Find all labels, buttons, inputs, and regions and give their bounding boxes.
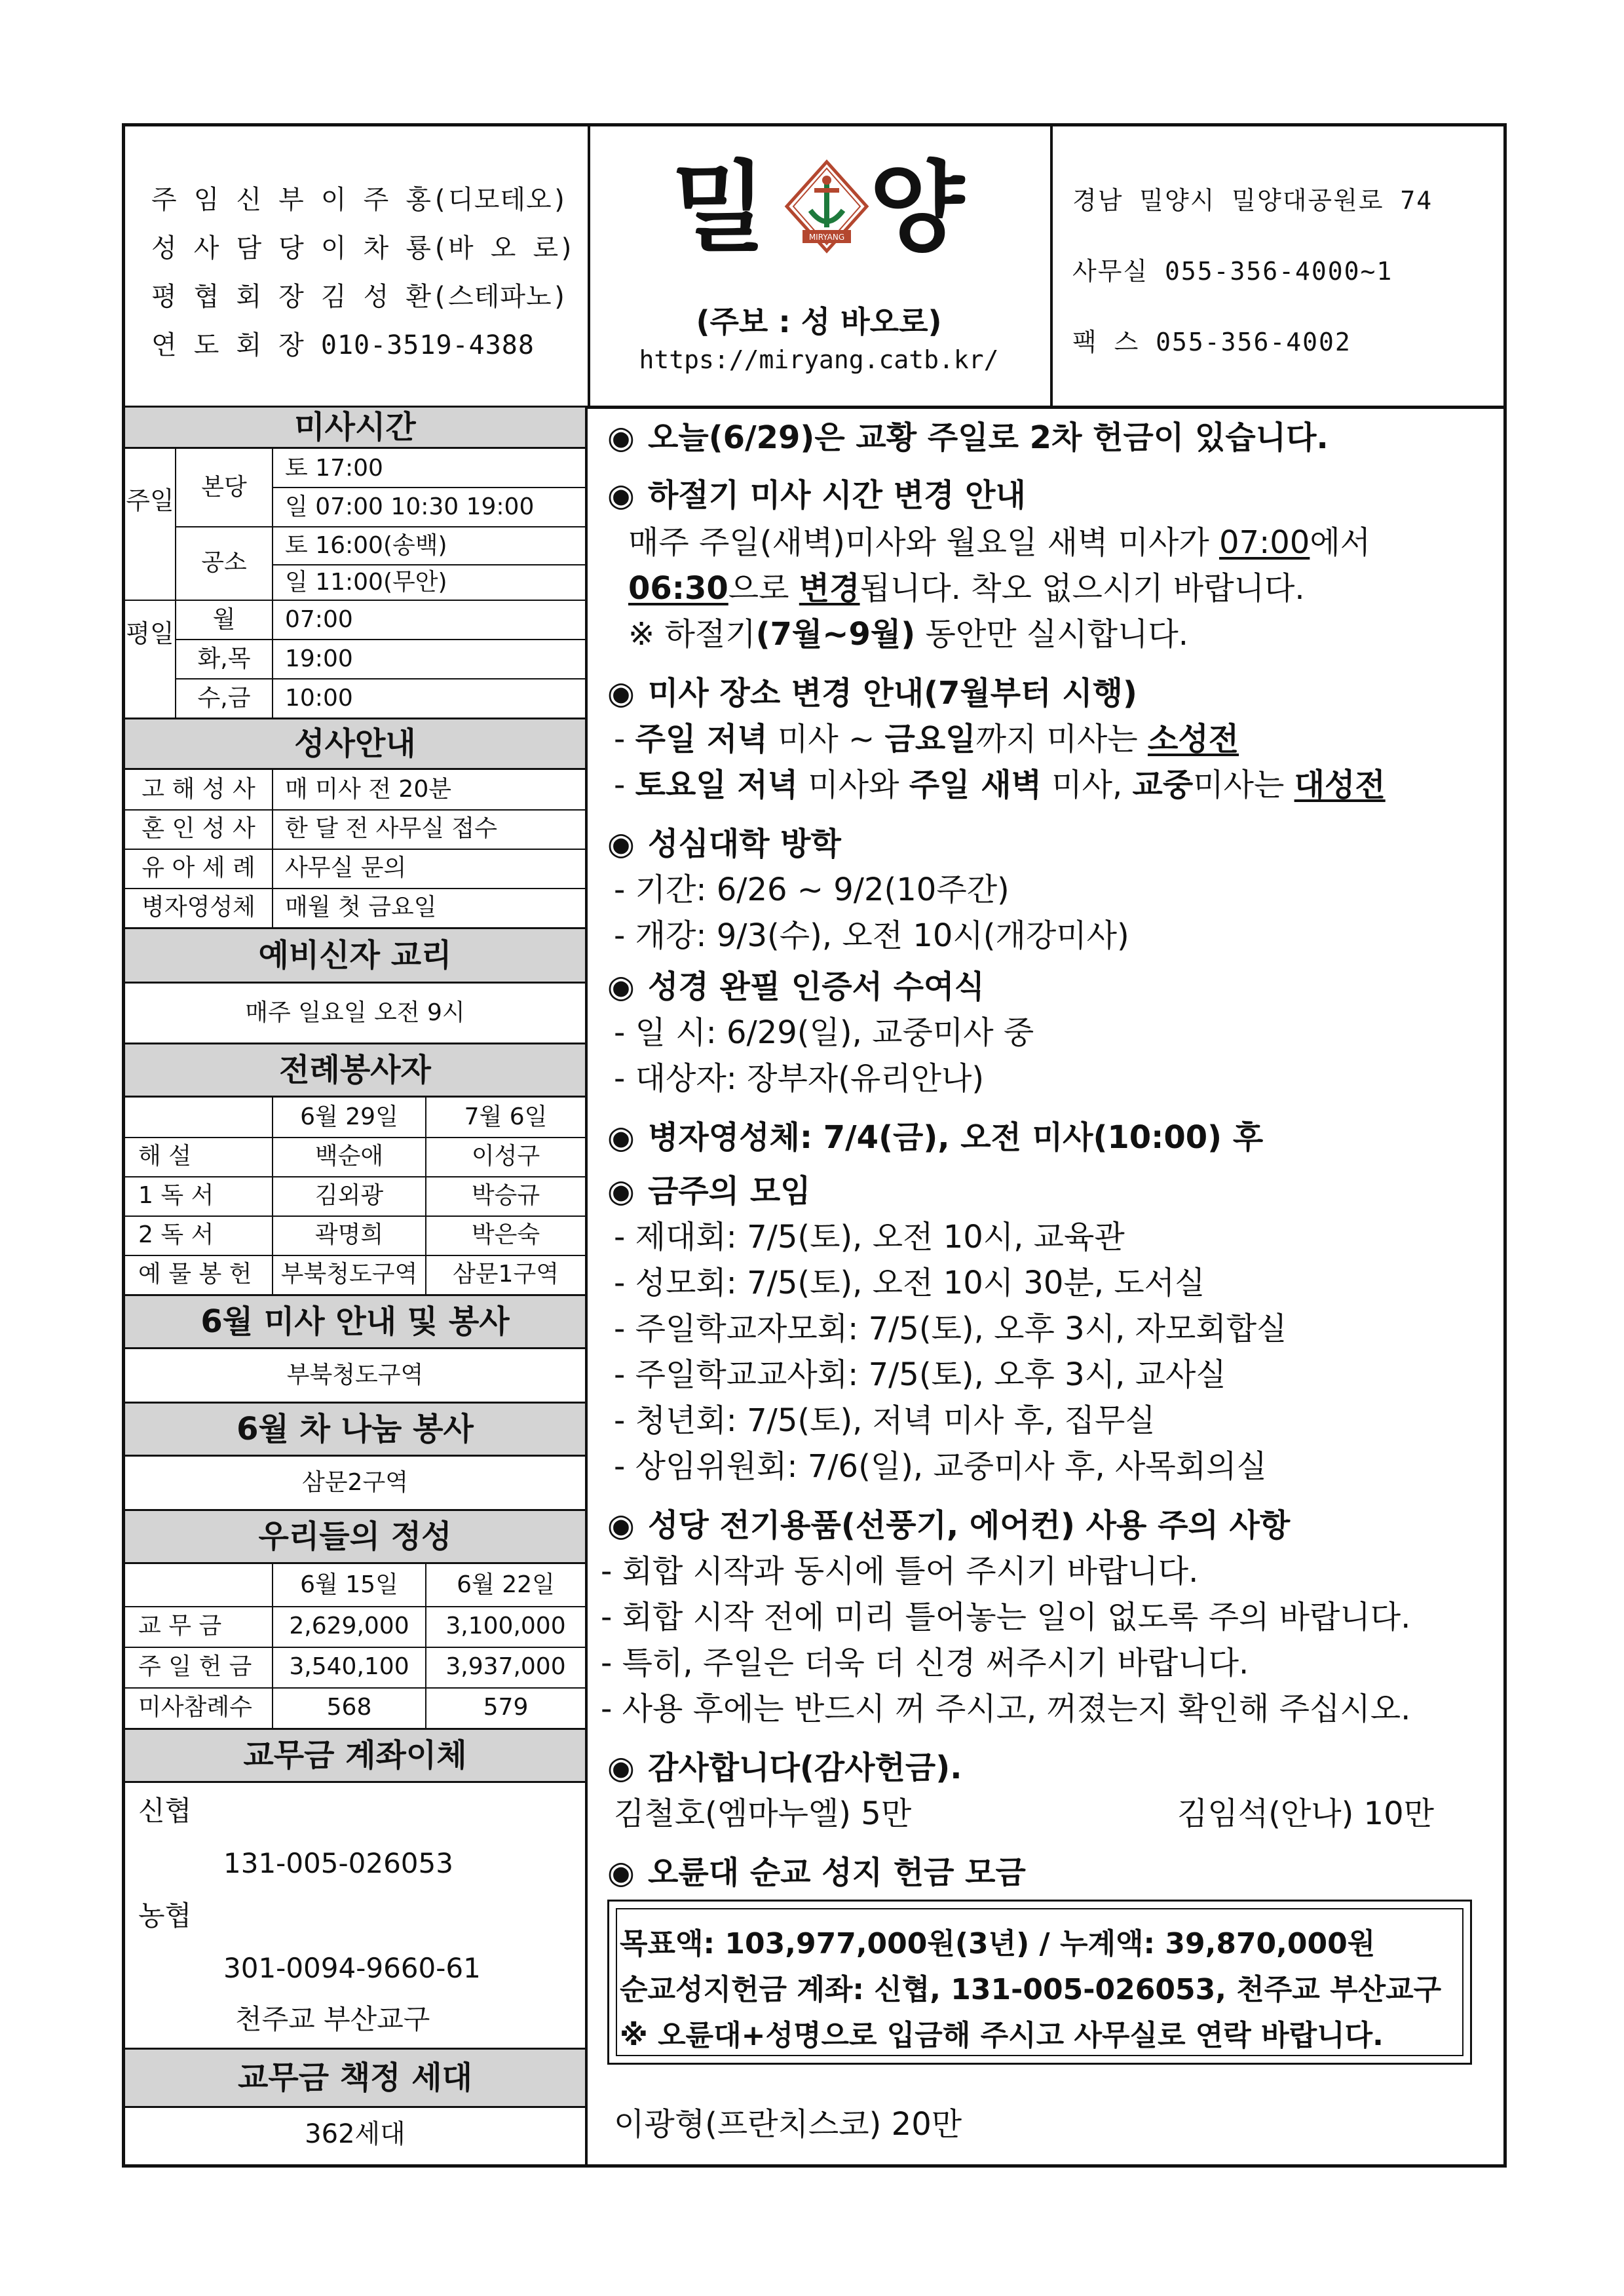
weekday-time: 19:00	[285, 645, 353, 672]
sacraments-title: 성사안내	[125, 718, 585, 770]
title-right: 양	[869, 151, 964, 265]
minister-role: 해 설	[138, 1143, 191, 1170]
meeting-line: - 청년회: 7/5(토), 저녁 미사 후, 집무실	[614, 1402, 1156, 1439]
meeting-line: - 주일학교교사회: 7/5(토), 오후 3시, 교사실	[614, 1356, 1226, 1393]
june-mass-value: 부북청도구역	[286, 1362, 424, 1388]
account-number: 301-0094-9660-61	[223, 1952, 481, 1984]
notice-weekly-meetings: ◉ 금주의 모임	[607, 1173, 811, 1210]
offering-amount: 2,629,000	[289, 1613, 409, 1639]
mass-location-line1: - 주일 저녁 미사 ~ 금요일까지 미사는 소성전	[614, 721, 1239, 757]
thanks-donor: 김철호(엠마누엘) 5만	[614, 1795, 912, 1832]
left-column	[125, 406, 588, 2168]
notice-summer-mass: ◉ 하절기 미사 시간 변경 안내	[607, 477, 1026, 514]
notice-oryundae: ◉ 오륜대 순교 성지 헌금 모금	[607, 1854, 1026, 1891]
caution-line: - 회합 시작 전에 미리 틀어놓는 일이 없도록 주의 바랍니다.	[601, 1599, 1411, 1636]
offerings-title: 우리들의 정성	[125, 1509, 585, 1564]
minister-name: 삼문1구역	[452, 1261, 559, 1288]
minister-role: 2 독 서	[138, 1221, 214, 1248]
offering-amount: 3,540,100	[289, 1653, 409, 1680]
bullet-icon: ◉	[607, 419, 635, 456]
title-left: 밀	[671, 151, 766, 265]
minister-date: 6월 29일	[300, 1103, 398, 1130]
minister-name: 이성구	[471, 1143, 540, 1170]
june-tea-title: 6월 차 나눔 봉사	[125, 1402, 585, 1457]
caution-line: - 회합 시작과 동시에 틀어 주시기 바랍니다.	[601, 1553, 1199, 1590]
weekday-day: 화,목	[197, 645, 251, 672]
thanks-donor: 김임석(안나) 10만	[1177, 1795, 1434, 1832]
june-mass-title: 6월 미사 안내 및 봉사	[125, 1294, 585, 1349]
college-break-line: - 개강: 9/3(수), 오전 10시(개강미사)	[614, 917, 1129, 954]
fax-number: 팩 스 055-356-4002	[1072, 328, 1351, 356]
minister-name: 박은숙	[471, 1221, 540, 1248]
sacrament-name: 혼 인 성 사	[142, 815, 255, 842]
parish-url[interactable]: https://miryang.catb.kr/	[639, 345, 999, 374]
offering-name: 주 일 헌 금	[138, 1653, 252, 1680]
households-title: 교무금 책정 세대	[125, 2048, 585, 2108]
offering-amount: 3,100,000	[445, 1613, 566, 1639]
oryundae-note: ※ 오륜대+성명으로 입금해 주시고 사무실로 연락 바랍니다.	[620, 2019, 1384, 2052]
minister-date: 7월 6일	[464, 1103, 548, 1130]
meeting-line: - 성모회: 7/5(토), 오전 10시 30분, 도서실	[614, 1265, 1205, 1301]
sacrament-value: 매월 첫 금요일	[285, 894, 437, 921]
notice-thanks: ◉ 감사합니다(감사헌금).	[607, 1750, 962, 1786]
contact-panel	[1050, 126, 1513, 406]
offering-name: 미사참례수	[138, 1694, 252, 1721]
caution-line: - 특히, 주일은 더욱 더 신경 써주시기 바랍니다.	[601, 1645, 1249, 1681]
main-church-label: 본당	[201, 474, 247, 501]
title-panel	[588, 126, 1050, 406]
bullet-icon: ◉	[607, 1750, 635, 1786]
summer-mass-line2: 06:30으로 변경됩니다. 착오 없으시기 바랍니다.	[628, 570, 1305, 607]
minister-name: 박승규	[471, 1182, 540, 1209]
notices-column	[588, 406, 1510, 2168]
oryundae-account: 순교성지헌금 계좌: 신협, 131-005-026053, 천주교 부산교구	[620, 1973, 1442, 2006]
mass-time-row: 토 16:00(송백)	[285, 532, 447, 559]
weekday-time: 10:00	[285, 685, 353, 712]
offering-amount: 568	[326, 1694, 372, 1721]
oryundae-donor: 이광형(프란치스코) 20만	[614, 2106, 962, 2143]
summer-mass-line1: 매주 주일(새벽)미사와 월요일 새벽 미사가 07:00에서	[628, 524, 1371, 561]
sacrament-name: 유 아 세 례	[142, 854, 255, 881]
logo-text: MIRYANG	[808, 233, 845, 242]
households-value: 362세대	[305, 2119, 406, 2149]
offering-amount: 579	[483, 1694, 529, 1721]
ministers-title: 전례봉사자	[125, 1043, 585, 1098]
catechumen-schedule: 매주 일요일 오전 9시	[245, 999, 465, 1026]
account-holder: 천주교 부산교구	[235, 2003, 430, 2035]
offering-date: 6월 15일	[300, 1571, 398, 1598]
sunday-label: 주일	[126, 486, 174, 515]
notice-sick-communion: ◉ 병자영성체: 7/4(금), 오전 미사(10:00) 후	[607, 1119, 1264, 1156]
bulletin-subtitle: (주보 : 성 바오로)	[696, 304, 942, 339]
bullet-icon: ◉	[607, 968, 635, 1005]
bulletin-header	[125, 126, 1503, 409]
notice-pope-sunday: ◉ 오늘(6/29)은 교황 주일로 2차 헌금이 있습니다.	[607, 419, 1329, 456]
bank-name: 농협	[138, 1900, 192, 1932]
bible-ceremony-line: - 대상자: 장부자(유리안나)	[614, 1060, 985, 1097]
caution-line: - 사용 후에는 반드시 꺼 주시고, 꺼졌는지 확인해 주십시오.	[601, 1691, 1411, 1727]
weekday-label: 평일	[126, 619, 174, 648]
mass-time-row: 일 11:00(무안)	[285, 569, 447, 596]
bullet-icon: ◉	[607, 1854, 635, 1891]
notice-bible-ceremony: ◉ 성경 완필 인증서 수여식	[607, 968, 985, 1005]
catechumen-title: 예비신자 교리	[125, 927, 585, 984]
bullet-icon: ◉	[607, 1507, 635, 1544]
staff-panel	[125, 126, 590, 406]
bulletin-frame	[122, 123, 1507, 2168]
notice-mass-location: ◉ 미사 장소 변경 안내(7월부터 시행)	[607, 675, 1137, 712]
meeting-line: - 제대회: 7/5(토), 오전 10시, 교육관	[614, 1219, 1125, 1255]
oryundae-goal: 목표액: 103,977,000원(3년) / 누계액: 39,870,000원	[620, 1927, 1376, 1961]
minister-role: 예 물 봉 헌	[138, 1261, 252, 1288]
office-phone: 사무실 055-356-4000~1	[1072, 257, 1393, 286]
meeting-line: - 주일학교자모회: 7/5(토), 오후 3시, 자모회합실	[614, 1311, 1287, 1347]
bank-name: 신협	[138, 1795, 192, 1827]
minister-name: 백순애	[314, 1143, 384, 1170]
offering-name: 교 무 금	[138, 1613, 222, 1639]
mass-time-row: 토 17:00	[285, 455, 383, 482]
sacrament-value: 한 달 전 사무실 접수	[285, 815, 497, 842]
oryundae-box	[607, 1900, 1472, 2065]
college-break-line: - 기간: 6/26 ~ 9/2(10주간)	[614, 871, 1010, 908]
notice-college-break: ◉ 성심대학 방학	[607, 826, 841, 862]
weekday-time: 07:00	[285, 606, 353, 633]
account-title: 교무금 계좌이체	[125, 1728, 585, 1783]
bullet-icon: ◉	[607, 1173, 635, 1210]
staff-line: 평 협 회 장 김 성 환(스테파노)	[151, 282, 569, 312]
mass-times-title: 미사시간	[125, 406, 585, 449]
bullet-icon: ◉	[607, 826, 635, 862]
weekday-day: 월	[212, 606, 236, 633]
parish-logo-icon	[784, 159, 869, 258]
notice-electric-caution: ◉ 성당 전기용품(선풍기, 에어컨) 사용 주의 사항	[607, 1507, 1291, 1544]
minister-name: 곽명희	[314, 1221, 384, 1248]
summer-mass-line3: ※ 하절기(7월~9월) 동안만 실시합니다.	[628, 616, 1188, 653]
staff-line: 성 사 담 당 이 차 룡(바 오 로)	[151, 233, 576, 263]
meeting-line: - 상임위원회: 7/6(일), 교중미사 후, 사목회의실	[614, 1448, 1267, 1485]
bullet-icon: ◉	[607, 1119, 635, 1156]
mass-location-line2: - 토요일 저녁 미사와 주일 새벽 미사, 교중미사는 대성전	[614, 767, 1386, 803]
mission-label: 공소	[201, 549, 247, 576]
bullet-icon: ◉	[607, 675, 635, 712]
address: 경남 밀양시 밀양대공원로 74	[1072, 186, 1433, 215]
sacrament-name: 고 해 성 사	[142, 776, 255, 803]
minister-name: 김외광	[314, 1182, 384, 1209]
minister-name: 부북청도구역	[280, 1261, 418, 1288]
june-tea-value: 삼문2구역	[301, 1469, 408, 1496]
staff-line: 연 도 회 장 010-3519-4388	[151, 330, 535, 360]
offering-date: 6월 22일	[457, 1571, 555, 1598]
offering-amount: 3,937,000	[445, 1653, 566, 1680]
sacrament-name: 병자영성체	[142, 894, 255, 921]
staff-line: 주 임 신 부 이 주 홍(디모테오)	[151, 185, 569, 215]
minister-role: 1 독 서	[138, 1182, 214, 1209]
mass-time-row: 일 07:00 10:30 19:00	[285, 493, 535, 520]
sacrament-value: 매 미사 전 20분	[285, 776, 452, 803]
sacrament-value: 사무실 문의	[285, 854, 407, 881]
bible-ceremony-line: - 일 시: 6/29(일), 교중미사 중	[614, 1014, 1034, 1051]
account-number: 131-005-026053	[223, 1847, 453, 1879]
weekday-day: 수,금	[197, 685, 251, 712]
bullet-icon: ◉	[607, 477, 635, 514]
